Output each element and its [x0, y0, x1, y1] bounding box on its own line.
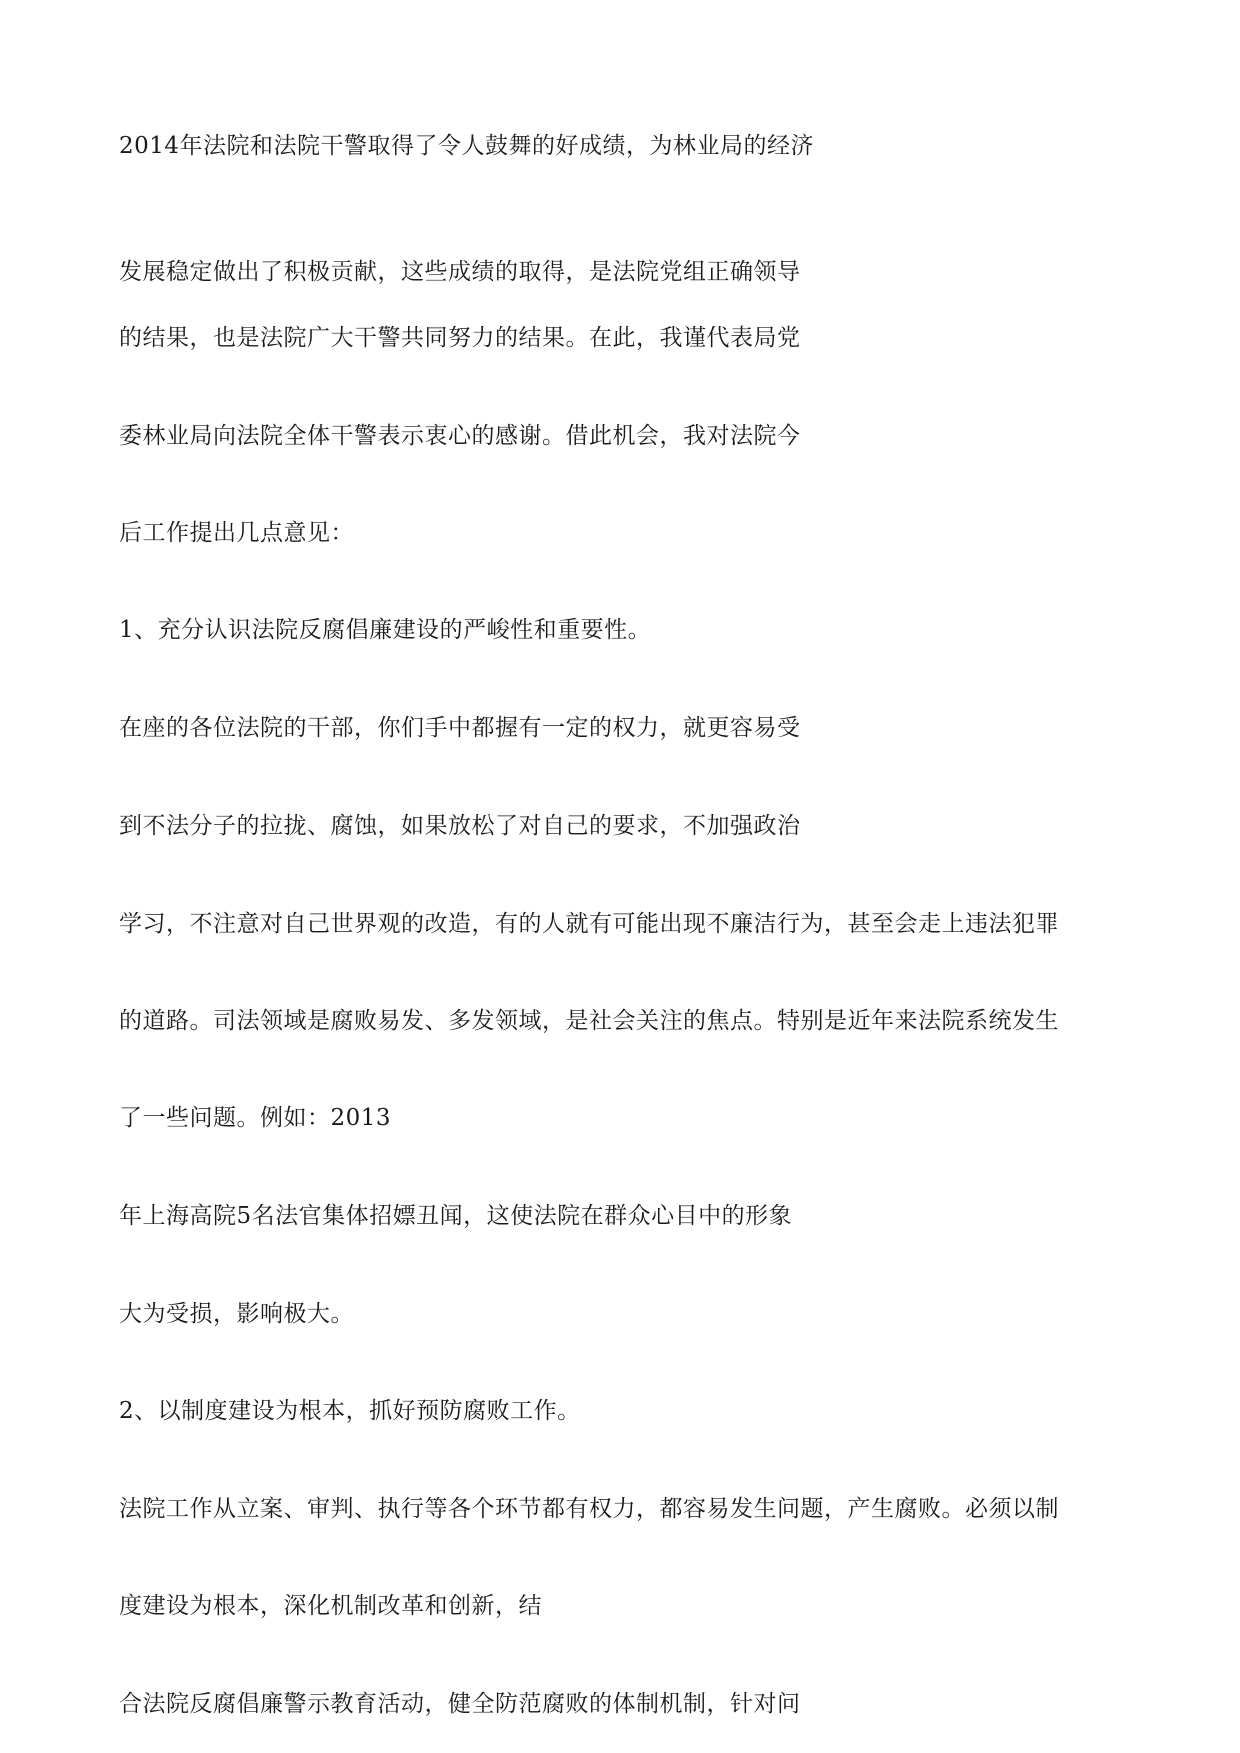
text-line: 了一些问题。例如：2013 [119, 1105, 392, 1131]
text-line: 的结果，也是法院广大干警共同努力的结果。在此，我谨代表局党 [119, 325, 801, 351]
text-line: 合法院反腐倡廉警示教育活动，健全防范腐败的体制机制，针对问 [119, 1691, 801, 1717]
text-line: 2014年法院和法院干警取得了令人鼓舞的好成绩，为林业局的经济 [119, 133, 815, 159]
text-line: 学习，不注意对自己世界观的改造，有的人就有可能出现不廉洁行为，甚至会走上违法犯罪 [119, 911, 1059, 937]
text-line: 在座的各位法院的干部，你们手中都握有一定的权力，就更容易受 [119, 715, 801, 741]
text-line: 度建设为根本，深化机制改革和创新，结 [119, 1593, 542, 1619]
text-line: 委林业局向法院全体干警表示衷心的感谢。借此机会，我对法院今 [119, 423, 801, 449]
text-line: 后工作提出几点意见： [119, 520, 354, 546]
text-line: 法院工作从立案、审判、执行等各个环节都有权力，都容易发生问题，产生腐败。必须以制 [119, 1496, 1059, 1522]
text-line: 的道路。司法领域是腐败易发、多发领域，是社会关注的焦点。特别是近年来法院系统发生 [119, 1008, 1059, 1034]
section-heading: 2、以制度建设为根本，抓好预防腐败工作。 [119, 1398, 581, 1424]
text-line: 发展稳定做出了积极贡献，这些成绩的取得，是法院党组正确领导 [119, 259, 801, 285]
text-line: 年上海高院5名法官集体招嫖丑闻，这使法院在群众心目中的形象 [119, 1203, 793, 1229]
section-heading: 1、充分认识法院反腐倡廉建设的严峻性和重要性。 [119, 617, 652, 643]
text-line: 到不法分子的拉拢、腐蚀，如果放松了对自己的要求，不加强政治 [119, 813, 801, 839]
text-line: 大为受损，影响极大。 [119, 1301, 354, 1327]
